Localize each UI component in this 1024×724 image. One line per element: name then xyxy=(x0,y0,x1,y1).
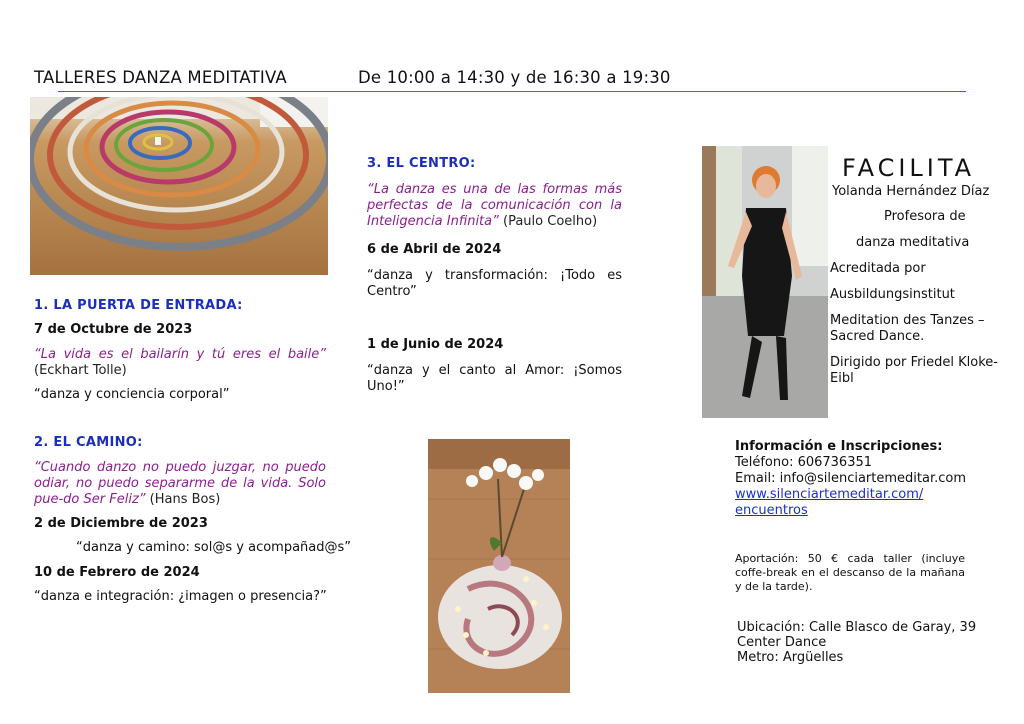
email-text: Email: info@silenciartemeditar.com xyxy=(735,471,966,486)
section-2-quote: “Cuando danzo no puedo juzgar, no puedo odiar, no puedo separarme de la vida. Solo pue-do Ser Feliz” (Hans Bos) xyxy=(34,460,326,507)
location-venue: Center Dance xyxy=(737,635,827,650)
section-2-topic-1: “danza y camino: sol@s y acompañad@s” xyxy=(76,540,352,555)
section-3-date-1: 6 de Abril de 2024 xyxy=(367,242,502,257)
section-1-quote: “La vida es el bailarín y tú eres el baile” (Eckhart Tolle) xyxy=(34,347,326,378)
fee-text: Aportación: 50 € cada taller (incluye coffe-break en el descanso de la mañana y de la tarde). xyxy=(735,552,965,593)
section-3-topic-2: “danza y el canto al Amor: ¡Somos Uno!” xyxy=(367,363,622,394)
website-link-path[interactable]: encuentros xyxy=(735,503,808,518)
page-title: TALLERES DANZA MEDITATIVA xyxy=(34,68,287,87)
directed-by: Dirigido por Friedel Kloke-Eibl xyxy=(830,355,998,386)
section-3-title: 3. EL CENTRO: xyxy=(367,156,476,171)
section-1-date: 7 de Octubre de 2023 xyxy=(34,322,193,337)
section-1-topic: “danza y conciencia corporal” xyxy=(34,387,230,402)
phone-text: Teléfono: 606736351 xyxy=(735,455,873,470)
facilitator-role-2: danza meditativa xyxy=(856,235,970,250)
info-heading: Información e Inscripciones: xyxy=(735,439,943,454)
facilitator-name: Yolanda Hernández Díaz xyxy=(832,184,990,199)
accreditation-1: Acreditada por xyxy=(830,261,926,276)
location-metro: Metro: Argüelles xyxy=(737,650,844,665)
accreditation-2: Ausbildungsinstitut xyxy=(830,287,955,302)
section-2-title: 2. EL CAMINO: xyxy=(34,435,143,450)
facilitator-role-1: Profesora de xyxy=(884,209,966,224)
header-divider xyxy=(58,91,966,92)
section-3-quote: “La danza es una de las formas más perfectas de la comunicación con la Inteligencia Infinita” (Paulo Coelho) xyxy=(367,182,622,229)
facilita-heading: FACILITA xyxy=(842,154,976,182)
website-link[interactable]: www.silenciartemeditar.com/ xyxy=(735,487,924,502)
section-1-title: 1. LA PUERTA DE ENTRADA: xyxy=(34,298,243,313)
facilitator-photo xyxy=(702,146,828,418)
section-3-topic-1: “danza y transformación: ¡Todo es Centro” xyxy=(367,268,622,299)
section-2-date-1: 2 de Diciembre de 2023 xyxy=(34,516,208,531)
schedule-text: De 10:00 a 14:30 y de 16:30 a 19:30 xyxy=(358,68,671,87)
accreditation-3: Meditation des Tanzes – Sacred Dance. xyxy=(830,313,985,344)
section-3-date-2: 1 de Junio de 2024 xyxy=(367,337,504,352)
spiral-labyrinth-photo xyxy=(30,97,328,275)
orchid-centerpiece-photo xyxy=(428,439,570,693)
section-2-topic-2: “danza e integración: ¿imagen o presencia?” xyxy=(34,589,327,604)
section-2-date-2: 10 de Febrero de 2024 xyxy=(34,565,200,580)
location-address: Ubicación: Calle Blasco de Garay, 39 xyxy=(737,620,977,635)
